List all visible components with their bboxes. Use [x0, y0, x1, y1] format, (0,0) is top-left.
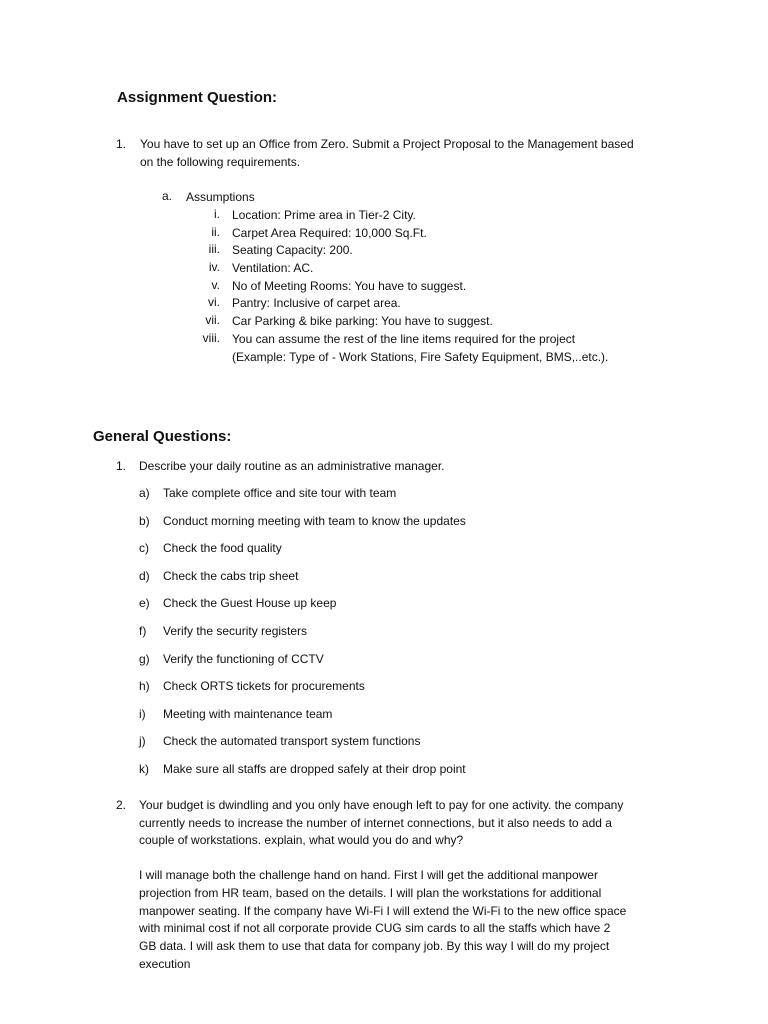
- routine-text: Check the automated transport system functions: [163, 734, 421, 748]
- answer-line: I will manage both the challenge hand on hand. First I will get the additional manpower: [139, 868, 598, 882]
- routine-text: Check the Guest House up keep: [163, 596, 337, 610]
- routine-letter: h): [139, 679, 150, 693]
- routine-letter: g): [139, 652, 150, 666]
- general-q2-line: couple of workstations. explain, what would you do and why?: [139, 833, 464, 847]
- general-q2-line: Your budget is dwindling and you only have enough left to pay for one activity. the company: [139, 798, 624, 812]
- routine-letter: k): [139, 762, 149, 776]
- assumption-text: Carpet Area Required: 10,000 Sq.Ft.: [232, 226, 427, 240]
- answer-line: projection from HR team, based on the details. I will plan the workstations for additional: [139, 886, 602, 900]
- assignment-q1-line1: You have to set up an Office from Zero. Submit a Project Proposal to the Management based: [140, 137, 634, 151]
- assumption-text: No of Meeting Rooms: You have to suggest.: [232, 279, 467, 293]
- general-q2-line: currently needs to increase the number of internet connections, but it also needs to add a: [139, 816, 612, 830]
- routine-text: Verify the functioning of CCTV: [163, 652, 324, 666]
- routine-text: Make sure all staffs are dropped safely at their drop point: [163, 762, 466, 776]
- assumption-text: Car Parking & bike parking: You have to suggest.: [232, 314, 493, 328]
- assumption-number: i.: [214, 207, 220, 221]
- routine-text: Check the cabs trip sheet: [163, 569, 299, 583]
- assumptions-label: Assumptions: [186, 190, 255, 204]
- routine-text: Verify the security registers: [163, 624, 308, 638]
- assumption-text: Pantry: Inclusive of carpet area.: [232, 296, 401, 310]
- general-q2-number: 2.: [115, 798, 126, 812]
- routine-letter: d): [139, 569, 150, 583]
- assumption-text: Ventilation: AC.: [232, 261, 314, 275]
- assumption-text: Location: Prime area in Tier-2 City.: [232, 208, 416, 222]
- assumption-text: You can assume the rest of the line items required for the project: [232, 332, 576, 346]
- answer-line: with minimal cost if not all corporate provide CUG sim cards to all the staffs which have 2: [139, 921, 611, 935]
- general-heading: General Questions:: [93, 428, 232, 445]
- assumption-number: vii.: [205, 313, 220, 327]
- assumptions-letter: a.: [161, 189, 172, 203]
- routine-text: Conduct morning meeting with team to know the updates: [163, 514, 466, 528]
- assignment-q1-number: 1.: [115, 137, 126, 151]
- assumption-number: v.: [211, 278, 220, 292]
- routine-text: Meeting with maintenance team: [163, 707, 333, 721]
- routine-letter: j): [139, 734, 146, 748]
- assumption-number: vi.: [208, 295, 220, 309]
- answer-line: GB data. I will ask them to use that data for company job. By this way I will do my project: [139, 939, 610, 953]
- routine-text: Check ORTS tickets for procurements: [163, 679, 365, 693]
- routine-letter: e): [139, 596, 150, 610]
- assumption-number: iv.: [208, 260, 220, 274]
- general-q1-number: 1.: [115, 459, 126, 473]
- answer-line: execution: [139, 957, 191, 971]
- assignment-heading: Assignment Question:: [117, 89, 278, 106]
- assignment-q1-line2: on the following requirements.: [140, 155, 301, 169]
- routine-letter: i): [139, 707, 146, 721]
- routine-letter: c): [139, 541, 149, 555]
- routine-letter: a): [139, 486, 150, 500]
- general-q1-text: Describe your daily routine as an administrative manager.: [139, 459, 445, 473]
- routine-text: Check the food quality: [163, 541, 282, 555]
- routine-text: Take complete office and site tour with team: [163, 486, 397, 500]
- assumption-number: viii.: [202, 331, 220, 345]
- assumption-text: Seating Capacity: 200.: [232, 243, 353, 257]
- assumption-number: iii.: [208, 242, 220, 256]
- assumption-text-continued: (Example: Type of - Work Stations, Fire Safety Equipment, BMS,..etc.).: [232, 350, 609, 364]
- assumption-number: ii.: [211, 225, 220, 239]
- routine-letter: f): [139, 624, 147, 638]
- answer-line: manpower seating. If the company have Wi-Fi I will extend the Wi-Fi to the new office space: [139, 904, 627, 918]
- routine-letter: b): [139, 514, 150, 528]
